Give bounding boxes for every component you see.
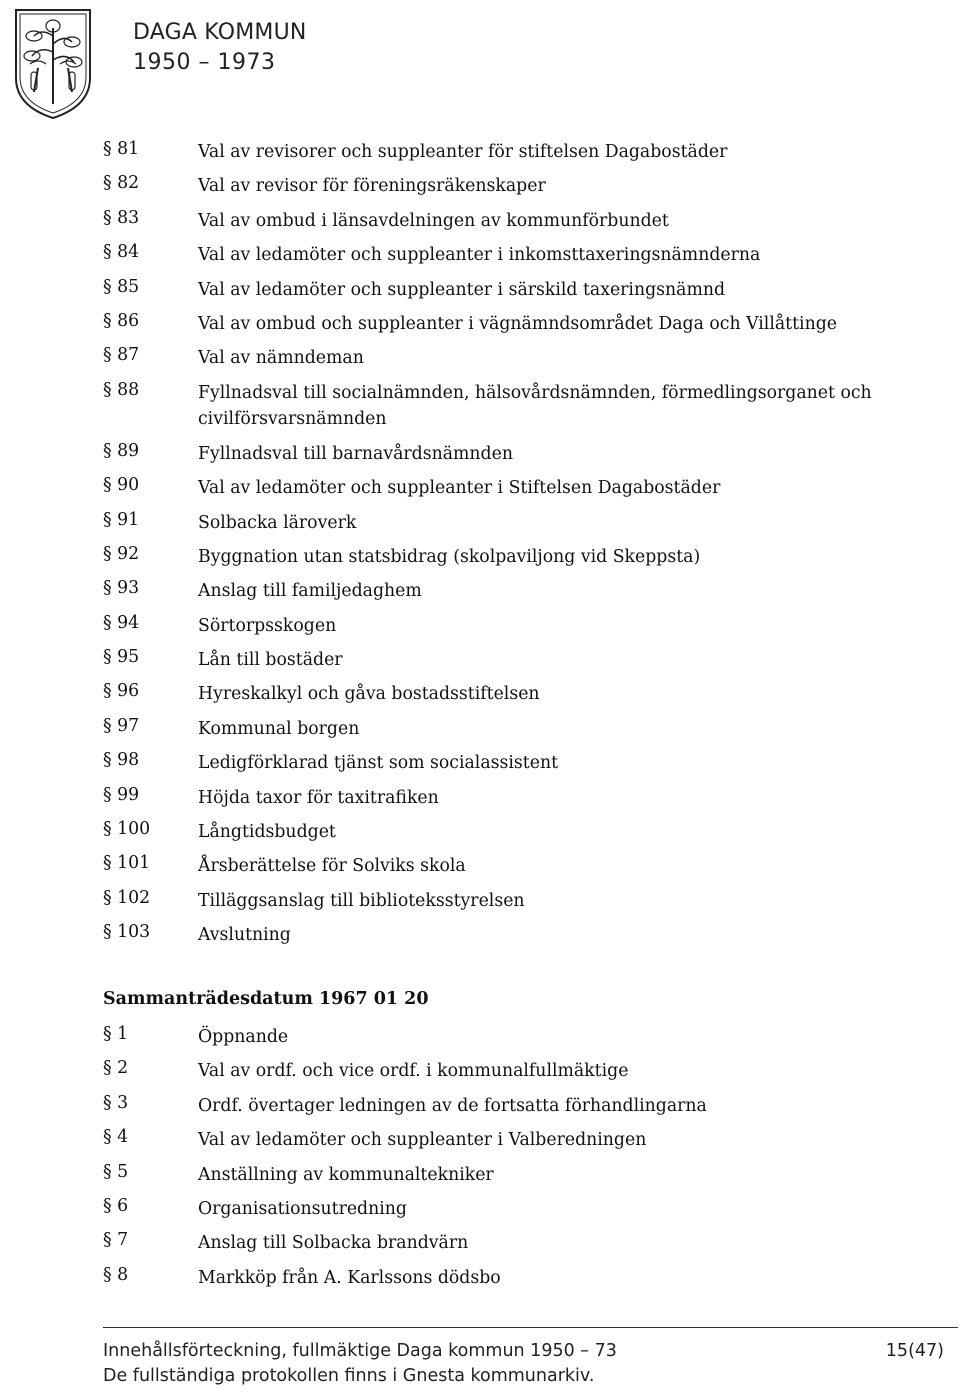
agenda-item-title: Val av revisor för föreningsräkenskaper (198, 176, 546, 197)
header-title: DAGA KOMMUN (133, 20, 307, 45)
paragraph-number: § 98 (103, 750, 140, 771)
paragraph-number: § 3 (103, 1092, 129, 1113)
paragraph-number: § 85 (103, 276, 140, 297)
header-subtitle: 1950 – 1973 (133, 50, 276, 75)
agenda-item (103, 885, 903, 919)
paragraph-number: § 101 (103, 853, 151, 874)
agenda-item (103, 919, 903, 953)
agenda-item-title: Höjda taxor för taxitrafiken (198, 787, 439, 808)
paragraph-number: § 82 (103, 173, 140, 194)
paragraph-number: § 92 (103, 543, 140, 564)
paragraph-number: § 87 (103, 345, 140, 366)
agenda-item (103, 1055, 903, 1089)
agenda-item-title: Öppnande (198, 1027, 289, 1047)
agenda-item (103, 644, 903, 678)
paragraph-number: § 89 (103, 440, 140, 461)
agenda-item (103, 782, 903, 816)
paragraph-number: § 8 (103, 1264, 129, 1285)
agenda-item-title: Årsberättelse för Solviks skola (198, 856, 466, 877)
paragraph-number: § 6 (103, 1195, 129, 1216)
agenda-item (103, 1124, 903, 1158)
agenda-item (103, 170, 903, 204)
paragraph-number: § 86 (103, 310, 140, 331)
agenda-item (103, 274, 903, 308)
agenda-item (103, 678, 903, 712)
agenda-item (103, 205, 903, 239)
paragraph-number: § 2 (103, 1058, 129, 1079)
agenda-item (103, 507, 903, 541)
agenda-item (103, 308, 903, 342)
agenda-item-title: Fyllnadsval till barnavårdsnämnden (198, 443, 513, 464)
paragraph-number: § 94 (103, 612, 140, 633)
paragraph-number: § 103 (103, 922, 151, 943)
paragraph-number: § 95 (103, 647, 140, 668)
agenda-item-title: Val av ledamöter och suppleanter i särskild taxeringsnämnd (198, 279, 726, 300)
agenda-item (103, 1193, 903, 1227)
agenda-item (103, 850, 903, 884)
agenda-item (103, 1090, 903, 1124)
agenda-item (103, 1159, 903, 1193)
paragraph-number: § 84 (103, 242, 140, 263)
paragraph-number: § 1 (103, 1024, 129, 1044)
agenda-item-title: Ledigförklarad tjänst som socialassistent (198, 753, 559, 774)
paragraph-number: § 88 (103, 379, 140, 400)
agenda-item-title: Val av ledamöter och suppleanter i Valberedningen (198, 1130, 647, 1151)
paragraph-number: § 4 (103, 1127, 129, 1148)
agenda-item (103, 713, 903, 747)
paragraph-number: § 97 (103, 715, 140, 736)
agenda-item-title: Fyllnadsval till socialnämnden, hälsovårdsnämnden, förmedlingsorganet och civilförsvarsnämnden (198, 382, 872, 429)
paragraph-number: § 93 (103, 578, 140, 599)
agenda-item (103, 610, 903, 644)
agenda-item-title: Val av nämndeman (198, 348, 364, 369)
meeting-date-heading: Sammanträdesdatum 1967 01 20 (103, 989, 429, 1009)
agenda-item (103, 342, 903, 376)
page-number: 15(47) (885, 1341, 944, 1361)
agenda-item (103, 1227, 903, 1261)
agenda-item-title: Val av ombud och suppleanter i vägnämndsområdet Daga och Villåttinge (198, 313, 837, 334)
meeting-agenda-list (103, 1021, 903, 1296)
agenda-item-title: Byggnation utan statsbidrag (skolpaviljong vid Skeppsta) (198, 546, 701, 567)
paragraph-number: § 99 (103, 784, 140, 805)
paragraph-number: § 102 (103, 887, 151, 908)
agenda-item-title: Val av ledamöter och suppleanter i Stiftelsen Dagabostäder (198, 478, 721, 499)
agenda-item-title: Val av ledamöter och suppleanter i inkomsttaxeringsnämnderna (198, 245, 761, 266)
coat-of-arms-icon (12, 6, 94, 122)
agenda-item-title: Kommunal borgen (198, 718, 360, 739)
agenda-item-title: Ordf. övertager ledningen av de fortsatta förhandlingarna (198, 1095, 707, 1116)
agenda-item-title: Organisationsutredning (198, 1198, 407, 1219)
agenda-item-title: Anslag till familjedaghem (198, 581, 422, 602)
agenda-item-title: Val av ordf. och vice ordf. i kommunalfullmäktige (198, 1061, 629, 1082)
paragraph-number: § 96 (103, 681, 140, 702)
agenda-item-title: Avslutning (198, 925, 291, 946)
footer-divider (103, 1327, 958, 1328)
paragraph-number: § 90 (103, 475, 140, 496)
agenda-item-title: Lån till bostäder (198, 650, 343, 671)
agenda-item-title: Anslag till Solbacka brandvärn (198, 1233, 469, 1254)
agenda-item (103, 136, 903, 170)
agenda-item (103, 1021, 903, 1055)
agenda-item-title: Val av ombud i länsavdelningen av kommunförbundet (198, 210, 669, 231)
footer-document-title: Innehållsförteckning, fullmäktige Daga kommun 1950 – 73 (103, 1341, 617, 1361)
agenda-item-title: Markköp från A. Karlssons dödsbo (198, 1267, 501, 1288)
agenda-item-title: Anställning av kommunaltekniker (198, 1164, 494, 1185)
agenda-item (103, 472, 903, 506)
agenda-item-title: Långtidsbudget (198, 822, 336, 843)
agenda-item-title: Solbacka läroverk (198, 512, 357, 533)
paragraph-number: § 83 (103, 207, 140, 228)
agenda-item (103, 541, 903, 575)
agenda-item-title: Sörtorpsskogen (198, 615, 337, 636)
agenda-item-title: Hyreskalkyl och gåva bostadsstiftelsen (198, 684, 540, 705)
footer-archive-note: De fullständiga protokollen finns i Gnesta kommunarkiv. (103, 1366, 595, 1386)
paragraph-number: § 81 (103, 139, 140, 159)
paragraph-number: § 5 (103, 1161, 129, 1182)
agenda-item (103, 816, 903, 850)
paragraph-number: § 91 (103, 509, 140, 530)
agenda-item (103, 1262, 903, 1296)
agenda-list (103, 136, 903, 954)
page-header (0, 0, 960, 130)
agenda-item (103, 747, 903, 781)
paragraph-number: § 7 (103, 1230, 129, 1251)
agenda-item-title: Val av revisorer och suppleanter för stiftelsen Dagabostäder (198, 142, 728, 162)
agenda-item-title: Tilläggsanslag till biblioteksstyrelsen (198, 890, 525, 911)
agenda-item (103, 575, 903, 609)
agenda-item (103, 438, 903, 472)
agenda-item (103, 377, 903, 438)
paragraph-number: § 100 (103, 819, 151, 840)
agenda-item (103, 239, 903, 273)
